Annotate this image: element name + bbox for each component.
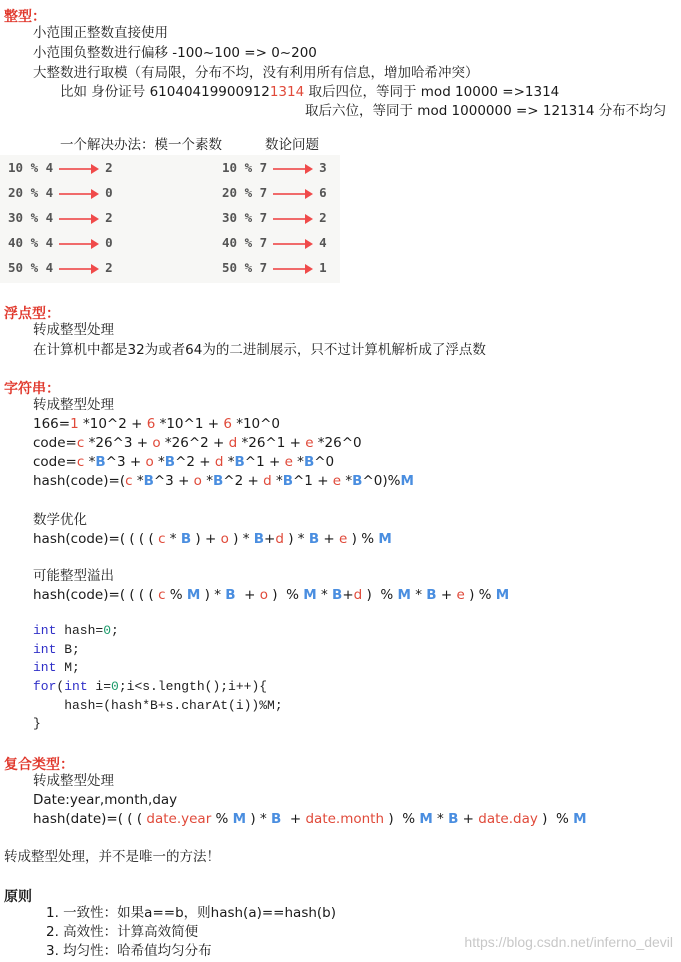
conclusion-text: 转成整型处理，并不是唯一的方法！ — [4, 849, 220, 865]
integer-heading: 整型： — [4, 9, 46, 25]
arrow-icon — [273, 164, 313, 174]
table-row: 30 % 7 2 — [222, 210, 327, 225]
float-line-1: 转成整型处理 — [33, 322, 114, 338]
code-line-4: for(int i=0;i<s.length();i++){ — [33, 679, 268, 694]
principles-heading: 原则 — [4, 889, 32, 905]
table-row: 20 % 4 0 — [8, 185, 113, 200]
formula-hash-mod: hash(code)=( ( ( ( c % M ) * B + o ) % M * B+d ) % M * B + e ) % M — [33, 587, 510, 603]
code-line-5: hash=(hash*B+s.charAt(i))%M; — [33, 698, 283, 713]
example-text: 2 — [261, 84, 270, 100]
code-line-2: int B; — [33, 642, 80, 657]
table-row: 40 % 4 0 — [8, 235, 113, 250]
integer-example-1 — [60, 83, 559, 102]
formula-hash-code: hash(code)=(c *B^3 + o *B^2 + d *B^1 + e *B^0)%M — [33, 473, 414, 489]
integer-example-2: 取后六位，等同于 mod 1000000 => 121314 分布不均匀 — [305, 103, 667, 119]
solution-note: 数论问题 — [265, 137, 319, 153]
string-heading: 字符串： — [4, 381, 60, 397]
arrow-icon — [59, 189, 99, 199]
math-opt-label: 数学优化 — [33, 512, 87, 528]
formula-hash-date: hash(date)=( ( ( date.year % M ) * B + date.month ) % M * B + date.day ) % M — [33, 811, 587, 827]
principle-item-3: 3. 均匀性：哈希值均匀分布 — [46, 943, 212, 959]
solution-text: 一个解决办法：模一个素数 — [60, 137, 222, 153]
string-line-1: 转成整型处理 — [33, 397, 114, 413]
arrow-icon — [273, 239, 313, 249]
formula-code-b: code=c *B^3 + o *B^2 + d *B^1 + e *B^0 — [33, 454, 335, 470]
arrow-icon — [59, 239, 99, 249]
table-row: 10 % 4 2 — [8, 160, 113, 175]
formula-code-26: code=c *26^3 + o *26^2 + d *26^1 + e *26^0 — [33, 435, 362, 451]
overflow-label: 可能整型溢出 — [33, 568, 114, 584]
compound-line-1: 转成整型处理 — [33, 773, 114, 789]
table-row: 50 % 7 1 — [222, 260, 327, 275]
modulo-table-image — [0, 155, 340, 283]
integer-line-3: 大整数进行取模（有局限，分布不均，没有利用所有信息，增加哈希冲突） — [33, 65, 479, 81]
arrow-icon — [273, 189, 313, 199]
watermark: https://blog.csdn.net/inferno_devil — [464, 934, 673, 950]
table-row: 30 % 4 2 — [8, 210, 113, 225]
arrow-icon — [59, 264, 99, 274]
float-heading: 浮点型： — [4, 306, 60, 322]
code-line-3: int M; — [33, 660, 80, 675]
arrow-icon — [273, 214, 313, 224]
table-row: 40 % 7 4 — [222, 235, 327, 250]
highlight-digits: 1314 — [269, 84, 305, 100]
principle-item-1: 1. 一致性：如果a==b，则hash(a)==hash(b) — [46, 905, 337, 921]
table-row: 50 % 4 2 — [8, 260, 113, 275]
table-row: 10 % 7 3 — [222, 160, 327, 175]
compound-line-2: Date:year,month,day — [33, 792, 178, 808]
formula-166: 166=1 *10^2 + 6 *10^1 + 6 *10^0 — [33, 416, 281, 432]
integer-line-2: 小范围负整数进行偏移 -100~100 => 0~200 — [33, 45, 317, 61]
example-text: 比如 身份证号 6104041990091 — [60, 84, 262, 100]
compound-heading: 复合类型： — [4, 757, 74, 773]
arrow-icon — [59, 214, 99, 224]
arrow-icon — [273, 264, 313, 274]
formula-hash-horner: hash(code)=( ( ( ( c * B ) + o ) * B+d ) * B + e ) % M — [33, 531, 392, 547]
principle-item-2: 2. 高效性：计算高效简便 — [46, 924, 199, 940]
arrow-icon — [59, 164, 99, 174]
example-text: 取后四位，等同于 mod 10000 =>1314 — [304, 84, 560, 100]
table-row: 20 % 7 6 — [222, 185, 327, 200]
float-line-2: 在计算机中都是32为或者64为的二进制展示，只不过计算机解析成了浮点数 — [33, 342, 486, 358]
integer-line-1: 小范围正整数直接使用 — [33, 25, 168, 41]
code-line-1: int hash=0; — [33, 623, 119, 638]
code-line-6: } — [33, 716, 41, 731]
